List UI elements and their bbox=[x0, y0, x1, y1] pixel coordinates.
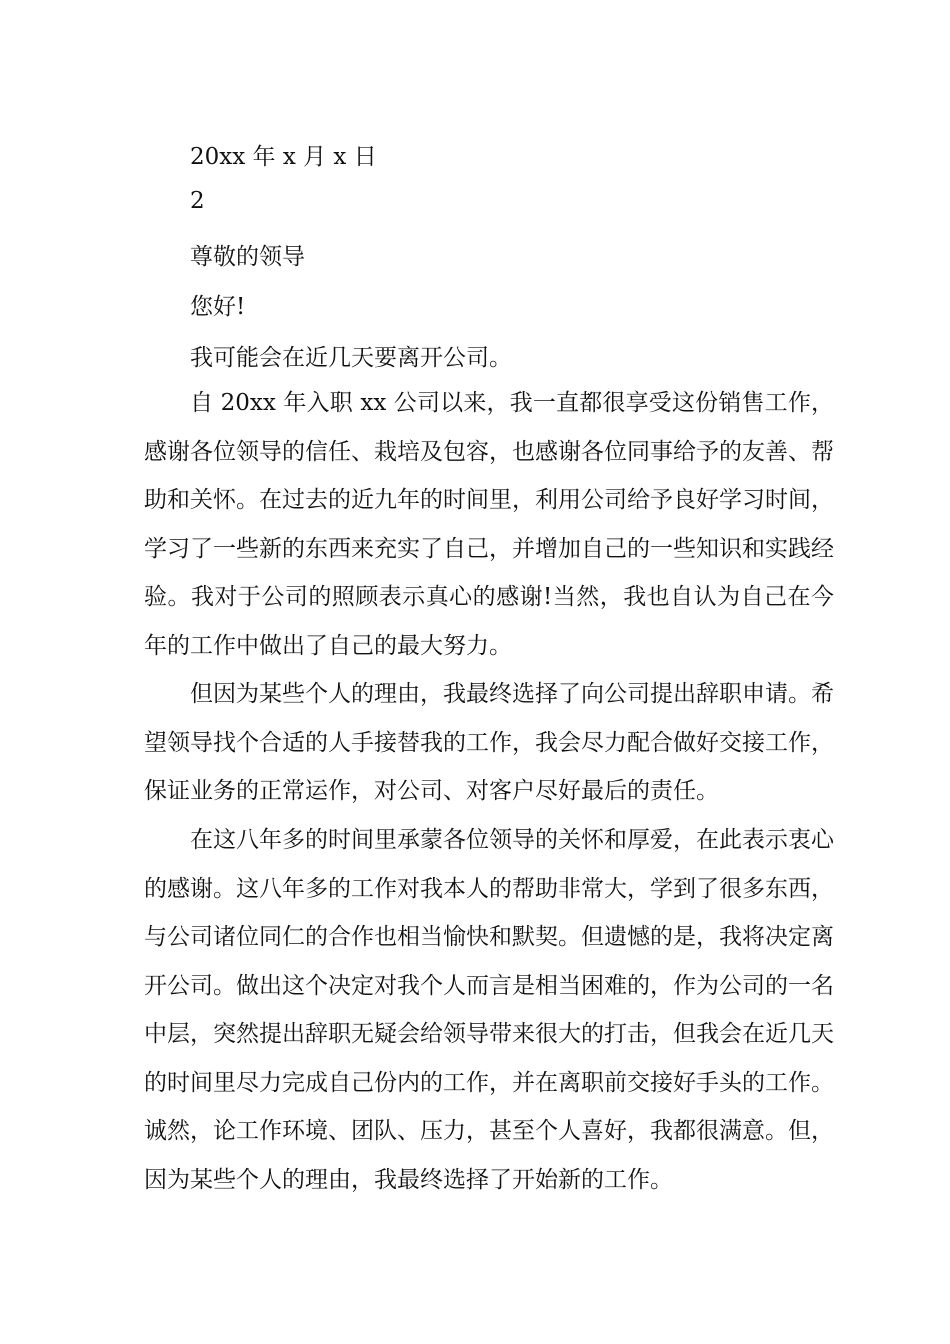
greeting: 您好! bbox=[190, 294, 246, 320]
body-paragraph-1: 自 20xx 年入职 xx 公司以来，我一直都很享受这份销售工作，感谢各位领导的信任、栽培及包容，也感谢各位同事给予的友善、帮助和关怀。在过去的近九年的时间里，利用公司给予良好学习时间，学习了一些新的东西来充实了自己，并增加自己的一些知识和实践经验。我对于公司的照顾表示真心的感谢!当然，我也自认为自己在今年的工作中做出了自己的最大努力。 bbox=[144, 390, 834, 659]
salutation: 尊敬的领导 bbox=[190, 244, 305, 270]
page-number: 2 bbox=[190, 188, 205, 214]
opening-line: 我可能会在近几天要离开公司。 bbox=[190, 345, 512, 371]
body-paragraph-2: 但因为某些个人的理由，我最终选择了向公司提出辞职申请。希望领导找个合适的人手接替我的工作，我会尽力配合做好交接工作，保证业务的正常运作，对公司、对客户尽好最后的责任。 bbox=[144, 681, 834, 804]
body-paragraph-3: 在这八年多的时间里承蒙各位领导的关怀和厚爱，在此表示衷心的感谢。这八年多的工作对我本人的帮助非常大，学到了很多东西，与公司诸位同仁的合作也相当愉快和默契。但遗憾的是，我将决定离开公司。做出这个决定对我个人而言是相当困难的，作为公司的一名中层，突然提出辞职无疑会给领导带来很大的打击，但我会在近几天的时间里尽力完成自己份内的工作，并在离职前交接好手头的工作。诚然，论工作环境、团队、压力，甚至个人喜好，我都很满意。但，因为某些个人的理由，我最终选择了开始新的工作。 bbox=[144, 827, 834, 1193]
letter-date: 20xx 年 x 月 x 日 bbox=[190, 144, 377, 170]
